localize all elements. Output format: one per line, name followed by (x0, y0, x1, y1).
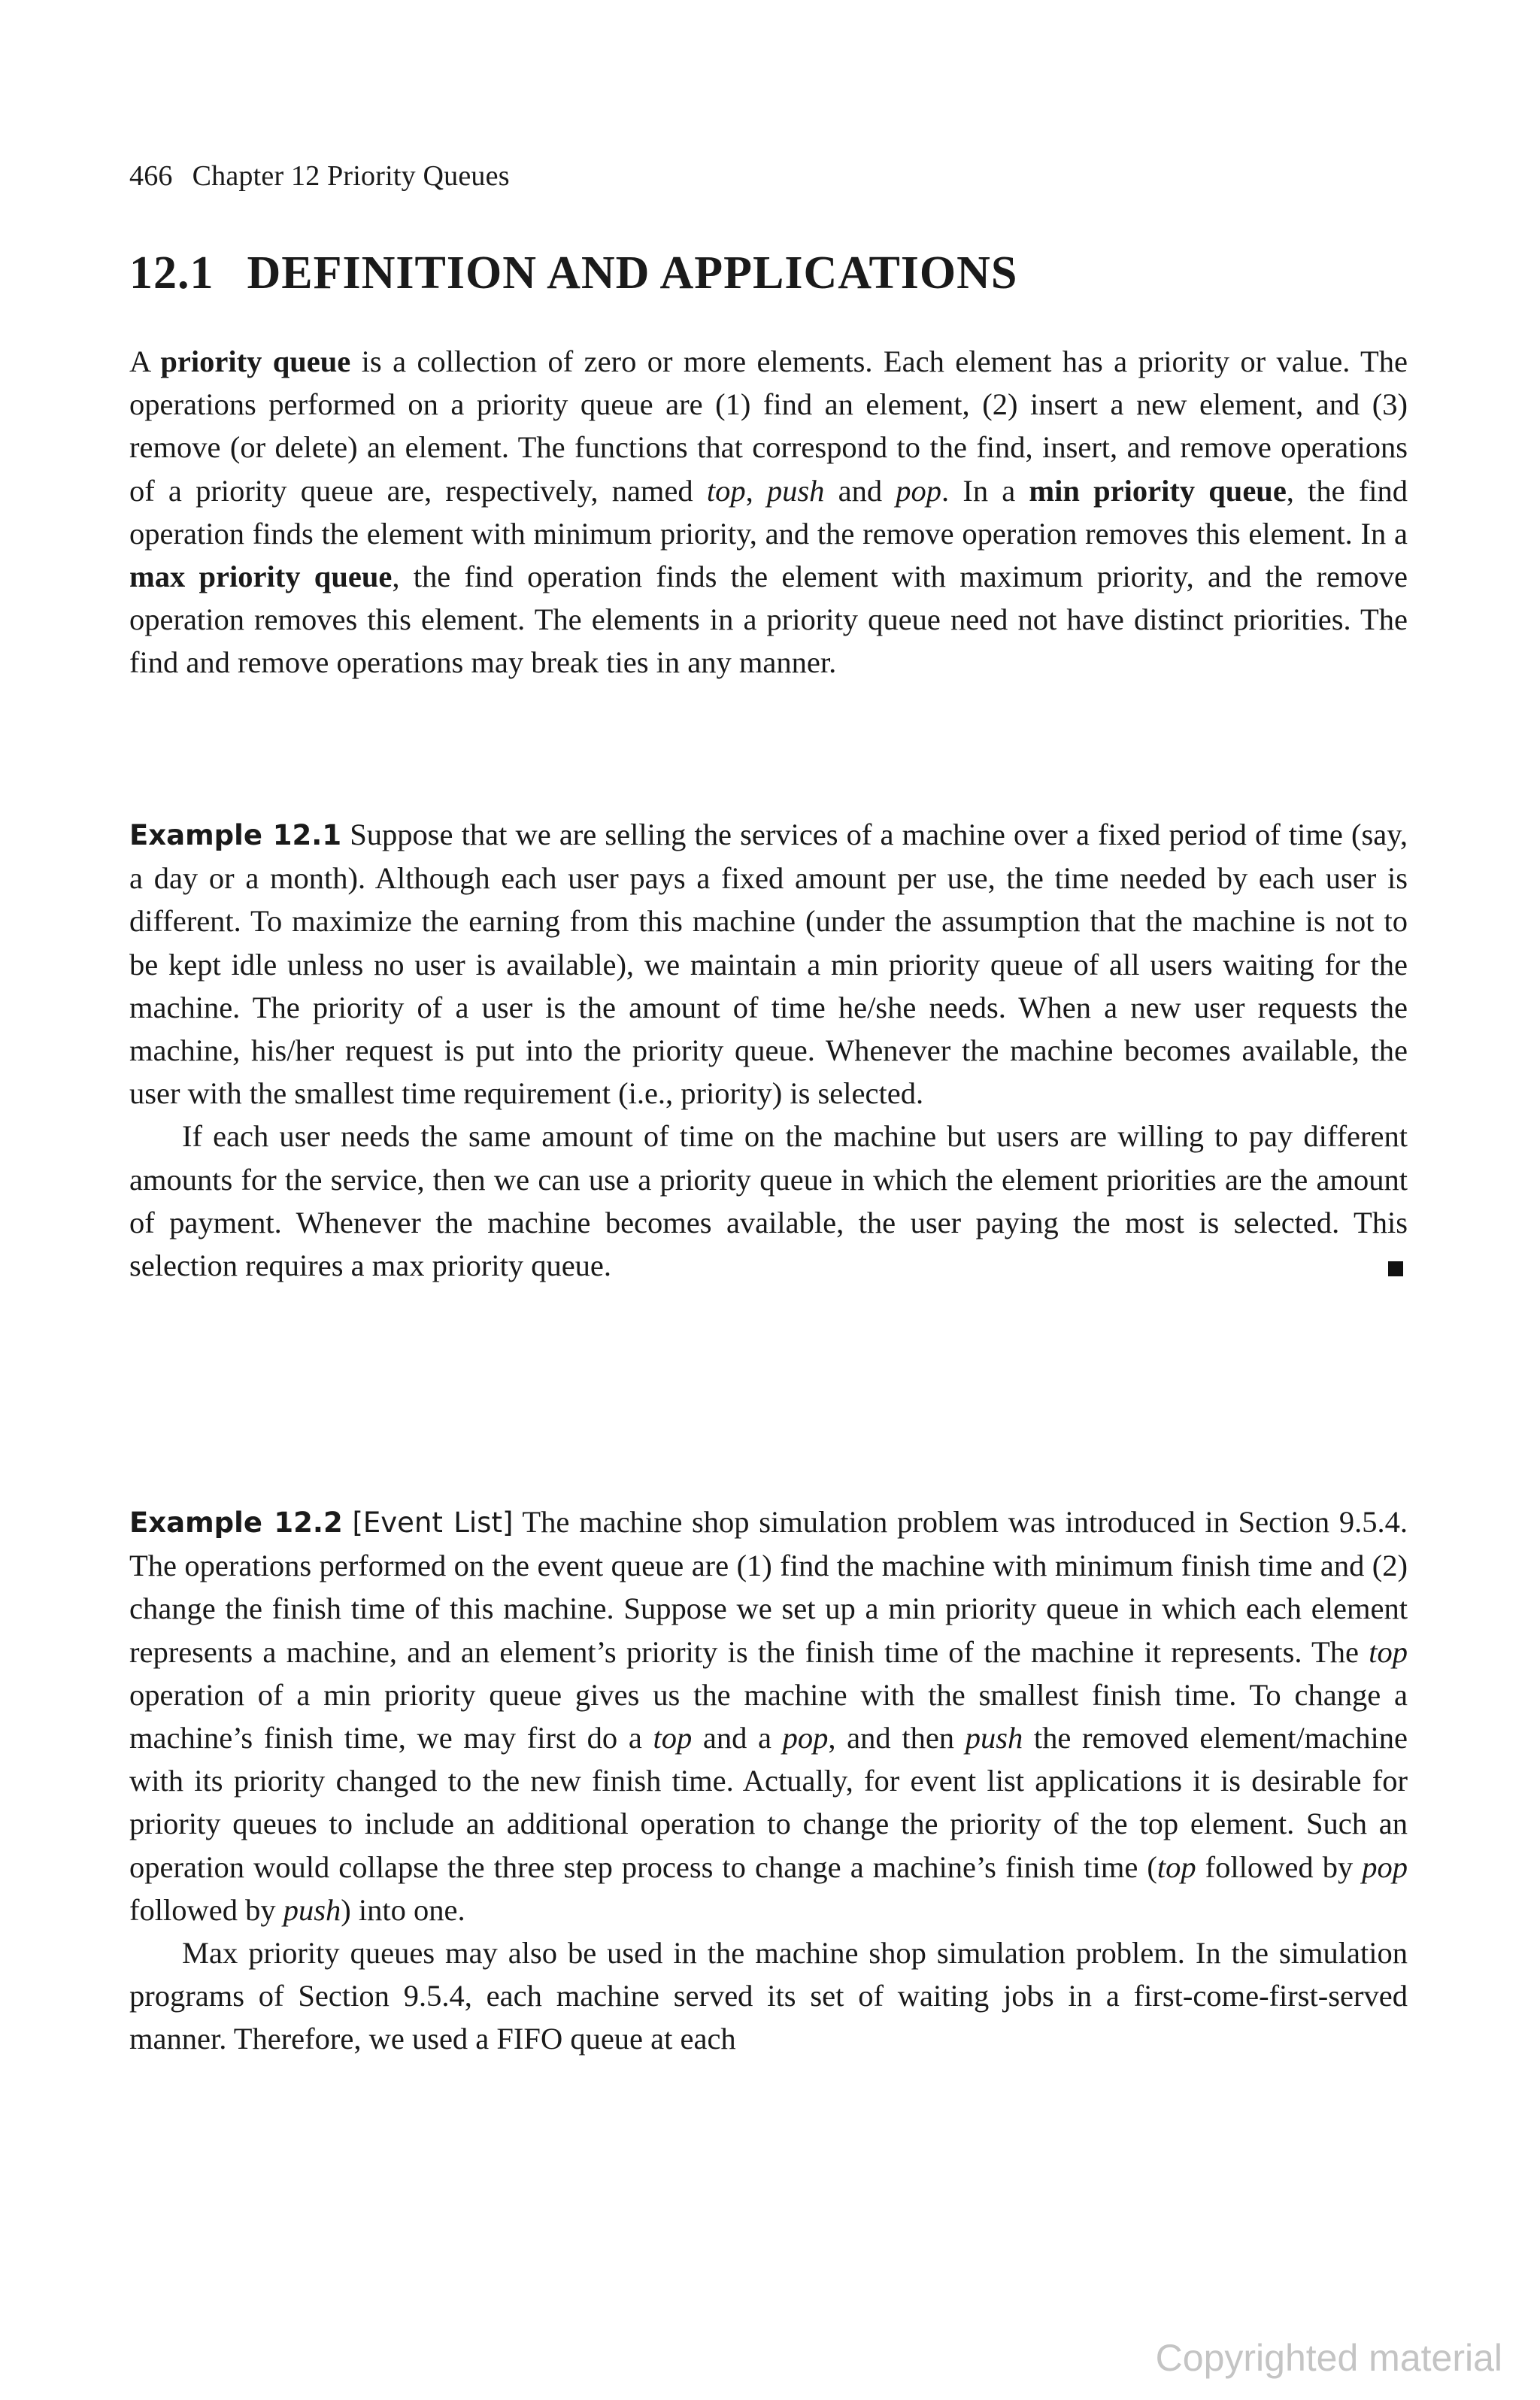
example-12-2: Example 12.2 [Event List] The machine shop simulation problem was introduced in Section 9.5.4. The operations performed on the event queue are (1) find the machine with minimum finish time and (2) change the finish time of this machine. Suppose we set up a min priority queue in which each element represents a machine, and an element’s priority is the finish time of the machine it represents. The top operation of a min priority queue gives us the machine with the smallest finish time. To change a machine’s finish time, we may first do a top and a pop, and then push the removed element/machine with its priority changed to the new finish time. Actually, for event list applications it is desirable for priority queues to include an additional operation to change the priority of the top element. Such an operation would collapse the three step process to change a machine’s finish time (top followed by pop followed by push) into one. Max priority queues may also be used in the machine shop simulation problem. In the simulation programs of Section 9.5.4, each machine served its set of waiting jobs in a first-come-first-served manner. Therefore, we used a FIFO queue at each (129, 1505, 1408, 2056)
term-min-priority-queue: min priority queue (1029, 473, 1287, 508)
section-number: 12.1 (129, 247, 214, 299)
example-label: Example 12.1 (129, 819, 342, 851)
term-max-priority-queue: max priority queue (129, 560, 393, 594)
page-number: 466 (129, 160, 173, 192)
section-heading (129, 247, 1017, 300)
term-priority-queue: priority queue (160, 344, 351, 378)
intro-paragraph: A priority queue is a collection of zero or more elements. Each element has a priority or value. The operations performed on a priority queue are (1) find an element, (2) insert a new element, and (3) remove (or delete) an element. The functions that correspond to the find, insert, and remove operations of a priority queue are, respectively, named top, push and pop. In a min priority queue, the find operation finds the element with minimum priority, and the remove operation removes this element. In a max priority queue, the find operation finds the element with maximum priority, and the remove operation removes this element. The elements in a priority queue need not have distinct priorities. The find and remove operations may break ties in any manner. (129, 344, 1408, 680)
end-of-example-mark (1388, 1261, 1403, 1276)
section-title: DEFINITION AND APPLICATIONS (247, 247, 1018, 299)
example-12-1: Example 12.1 Suppose that we are selling the services of a machine over a fixed period of time (say, a day or a month). Although each user pays a fixed amount per use, the time needed by each user is different. To maximize the earning from this machine (under the assumption that the machine is not to be kept idle unless no user is available), we maintain a min priority queue of all users waiting for the machine. The priority of a user is the amount of time he/she needs. When a new user requests the machine, his/her request is put into the priority queue. Whenever the machine becomes available, the user with the smallest time requirement (i.e., priority) is selected. If each user needs the same amount of time on the machine but users are willing to pay different amounts for the service, then we can use a priority queue in which the element priorities are the amount of payment. Whenever the machine becomes available, the user paying the most is selected. This selection requires a max priority queue. (129, 818, 1408, 1283)
op-push: push (766, 473, 825, 508)
chapter-title: Chapter 12 Priority Queues (192, 160, 510, 192)
running-header (129, 159, 510, 193)
example-tag: [Event List] (352, 1506, 514, 1539)
op-top: top (706, 473, 746, 508)
copyright-watermark: Copyrighted material (1155, 2337, 1502, 2379)
example-label: Example 12.2 (129, 1506, 343, 1539)
op-pop: pop (896, 473, 942, 508)
